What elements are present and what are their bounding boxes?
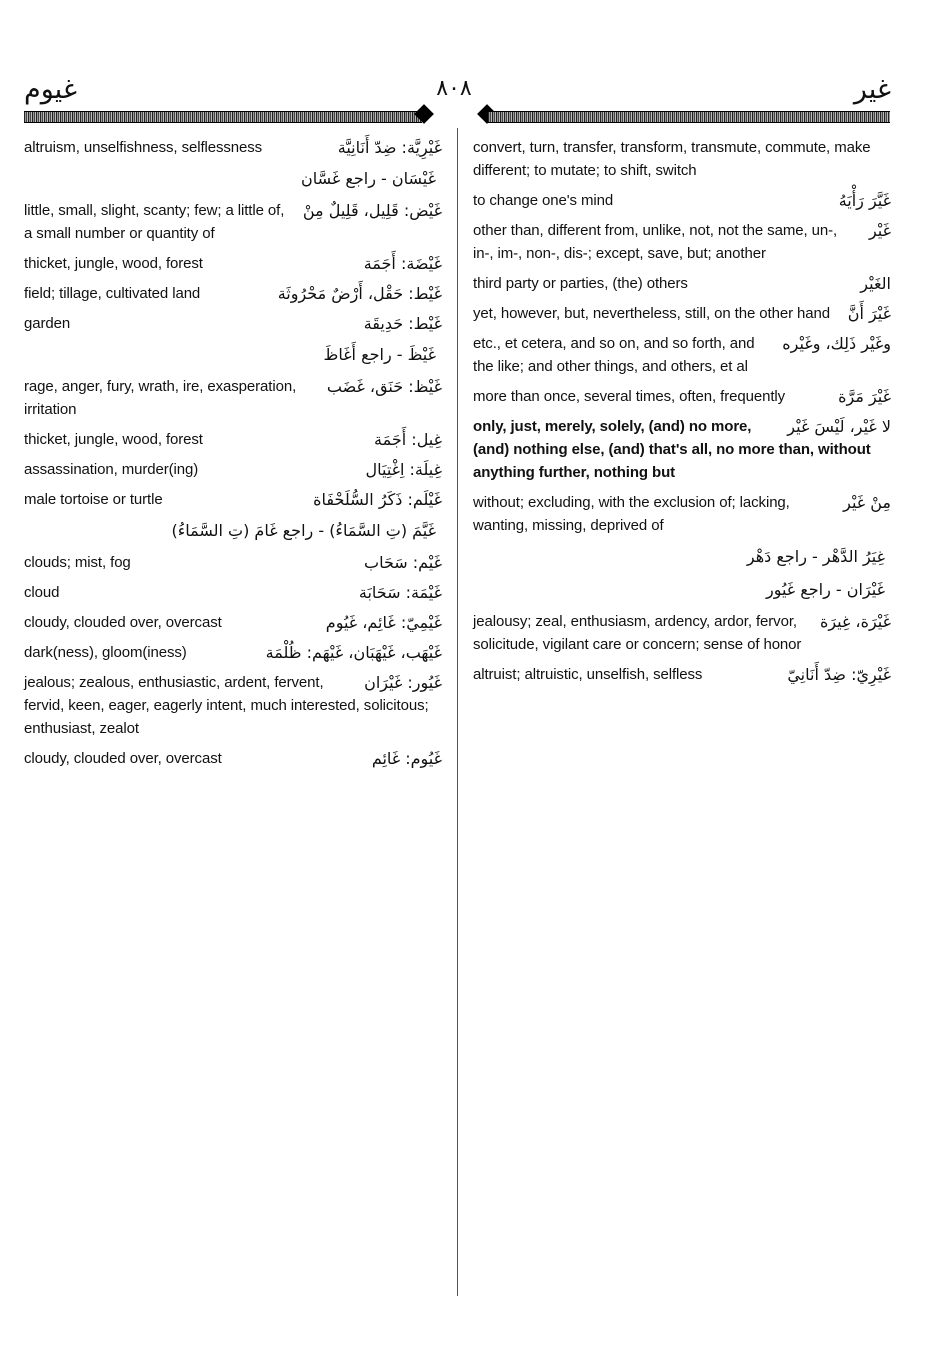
dictionary-entry — [24, 375, 442, 421]
arabic-headword: غَيْظَ - راجع أَغَاظَ — [323, 345, 436, 364]
arabic-headword: غَيْظ: حَنَق، غَضَب — [326, 377, 442, 396]
dictionary-entry — [24, 671, 442, 740]
english-definition: clouds; mist, fog — [24, 554, 131, 571]
dictionary-entry — [473, 491, 891, 537]
header-rule-left — [24, 111, 422, 123]
dictionary-entry — [24, 747, 442, 770]
arabic-headword: غَيْسَان - راجع غَسَّان — [301, 169, 436, 188]
dictionary-entry — [24, 428, 442, 451]
english-definition: dark(ness), gloom(iness) — [24, 644, 187, 661]
arabic-headword: غَيْرَ مَرَّة — [838, 387, 891, 406]
english-definition: convert, turn, transfer, transform, transmute, commute, make different; to mutate; to shift, switch — [473, 139, 871, 179]
dictionary-entry — [473, 332, 891, 378]
english-definition: cloud — [24, 584, 60, 601]
arabic-headword: غَيَّرَ رَأْيَهُ — [838, 191, 891, 210]
arabic-headword: غَيْمَة: سَحَابَة — [358, 583, 442, 602]
english-definition: altruist; altruistic, unselfish, selfless — [473, 666, 703, 683]
dictionary-entry — [473, 219, 891, 265]
arabic-headword: غِيل: أَجَمَة — [374, 430, 442, 449]
dictionary-entry — [24, 282, 442, 305]
dictionary-entry — [473, 136, 891, 182]
arabic-headword: غَيْمِيّ: غَائِم، غَيُوم — [325, 613, 442, 632]
arabic-headword: غَيَّمَ (تِ السَّمَاءُ) - راجع غَامَ (تِ السَّمَاءُ) — [171, 521, 436, 540]
english-definition: thicket, jungle, wood, forest — [24, 255, 203, 272]
english-definition: garden — [24, 315, 71, 332]
english-definition: altruism, unselfishness, selflessness — [24, 139, 263, 156]
english-definition: jealous; zealous, enthusiastic, ardent, fervent, fervid, keen, eager, eagerly intent, much interested, solicitous; enthusiast, zealot — [24, 674, 429, 737]
page-number: ٨٠٨ — [436, 76, 472, 101]
dictionary-entry — [24, 342, 442, 368]
english-definition: thicket, jungle, wood, forest — [24, 431, 203, 448]
left-column — [24, 136, 442, 777]
dictionary-entry — [24, 581, 442, 604]
dictionary-entry — [473, 415, 891, 484]
english-definition: yet, however, but, nevertheless, still, on the other hand — [473, 305, 831, 322]
header-rule-right — [488, 111, 890, 123]
dictionary-entry — [24, 518, 442, 544]
arabic-headword: الغَيْر — [860, 274, 891, 293]
header-left-word: غيوم — [24, 74, 77, 105]
dictionary-entry — [473, 577, 891, 603]
english-definition: field; tillage, cultivated land — [24, 285, 201, 302]
english-definition: male tortoise or turtle — [24, 491, 163, 508]
header-right-word: غير — [853, 74, 891, 105]
arabic-headword: غَيْط: حَقْل، أَرْضٌ مَحْرُوثَة — [277, 284, 442, 303]
english-definition: without; excluding, with the exclusion of; lacking, wanting, missing, deprived of — [473, 494, 790, 534]
dictionary-entry — [24, 458, 442, 481]
english-definition: etc., et cetera, and so on, and so forth, and the like; and other things, and others, et al — [473, 335, 755, 375]
dictionary-entry — [473, 189, 891, 212]
dictionary-entry — [24, 611, 442, 634]
english-definition: only, just, merely, solely, (and) no more, (and) nothing else, (and) that's all, no more than, without anything further, nothing but — [473, 418, 871, 481]
dictionary-entry — [24, 199, 442, 245]
english-definition: little, small, slight, scanty; few; a little of, a small number or quantity of — [24, 202, 285, 242]
dictionary-entry — [24, 641, 442, 664]
arabic-headword: غَيْرَان - راجع غَيُور — [765, 580, 885, 599]
dictionary-entry — [24, 551, 442, 574]
arabic-headword: غَيْرَة، غِيرَة — [819, 612, 891, 631]
english-definition: jealousy; zeal, enthusiasm, ardency, ardor, fervor, solicitude, vigilant care or concern; sense of honor — [473, 613, 802, 653]
arabic-headword: غِيلَة: اِغْتِيَال — [365, 460, 442, 479]
arabic-headword: غَيْض: قَلِيل، قَلِيلٌ مِنْ — [302, 201, 442, 220]
english-definition: cloudy, clouded over, overcast — [24, 614, 222, 631]
dictionary-entry — [473, 544, 891, 570]
english-definition: to change one's mind — [473, 192, 614, 209]
arabic-headword: غَيْلَم: ذَكَرُ السُّلَحْفَاة — [313, 490, 442, 509]
dictionary-entry — [473, 302, 891, 325]
english-definition: rage, anger, fury, wrath, ire, exasperation, irritation — [24, 378, 297, 418]
dictionary-entry — [473, 385, 891, 408]
dictionary-entry — [473, 272, 891, 295]
arabic-headword: وغَيْر ذَلِك، وغَيْره — [782, 334, 891, 353]
dictionary-entry — [24, 488, 442, 511]
english-definition: assassination, murder(ing) — [24, 461, 199, 478]
column-divider — [457, 128, 458, 1296]
dictionary-entry — [24, 252, 442, 275]
arabic-headword: غَيْط: حَدِيقَة — [363, 314, 442, 333]
arabic-headword: غَيْر — [868, 221, 891, 240]
dictionary-entry — [24, 166, 442, 192]
arabic-headword: غَيْرِيّ: ضِدّ أَنَانِيّ — [787, 665, 891, 684]
arabic-headword: غَيْهَب، غَيْهَبَان، غَيْهَم: ظُلْمَة — [265, 643, 442, 662]
arabic-headword: غَيْرَ أَنَّ — [847, 304, 891, 323]
arabic-headword: مِنْ غَيْر — [843, 493, 891, 512]
right-column — [473, 136, 891, 693]
arabic-headword: لا غَيْر، لَيْسَ غَيْر — [787, 417, 891, 436]
arabic-headword: غَيْرِيَّة: ضِدّ أَنَانِيَّة — [337, 138, 442, 157]
arabic-headword: غِيَرُ الدَّهْر - راجع دَهْر — [746, 547, 885, 566]
dictionary-entry — [473, 663, 891, 686]
dictionary-entry — [24, 312, 442, 335]
arabic-headword: غَيُور: غَيْرَان — [364, 673, 442, 692]
english-definition: other than, different from, unlike, not, not the same, un-, in-, im-, non-, dis-; except, save, but; another — [473, 222, 838, 262]
english-definition: more than once, several times, often, frequently — [473, 388, 786, 405]
arabic-headword: غَيْضَة: أَجَمَة — [363, 254, 442, 273]
english-definition: cloudy, clouded over, overcast — [24, 750, 222, 767]
dictionary-entry — [24, 136, 442, 159]
arabic-headword: غَيُوم: غَائِم — [371, 749, 442, 768]
english-definition: third party or parties, (the) others — [473, 275, 688, 292]
dictionary-entry — [473, 610, 891, 656]
arabic-headword: غَيْم: سَحَاب — [364, 553, 442, 572]
